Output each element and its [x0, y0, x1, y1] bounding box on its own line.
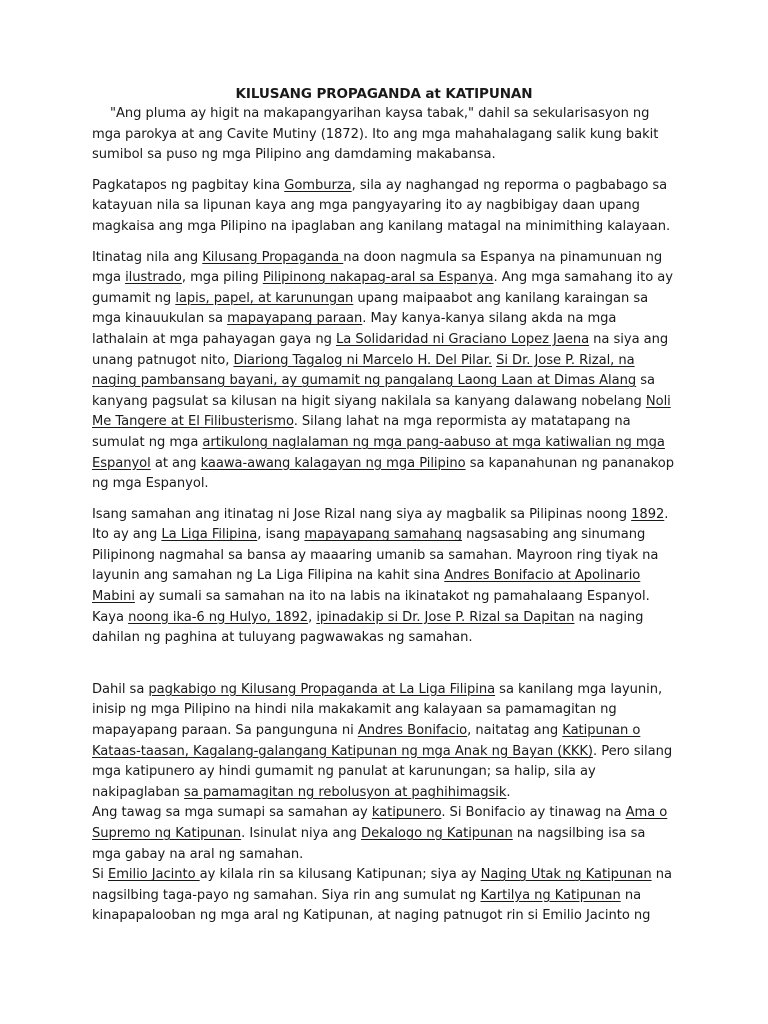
text-run: na siya ang unang patnugot nito,	[92, 331, 669, 368]
text-run: Pagkatapos ng pagbitay kina	[92, 177, 285, 193]
underlined-text: La Solidaridad ni Graciano Lopez Jaena	[335, 331, 590, 347]
text-run: ,	[308, 609, 317, 625]
paragraph	[92, 505, 676, 649]
underlined-text: sa pamamagitan ng rebolusyon at paghihimagsik	[184, 784, 507, 800]
text-run: nagsasabing ang sinumang Pilipinong nagmahal sa bansa ay maaaring umanib sa samahan. Mayroon ring tiyak na layunin ang samahan ng La Liga Filipina na kahit sina	[92, 527, 659, 584]
paragraph	[92, 176, 676, 238]
text-run: ay sumali sa samahan na ito na labis na ikinatakot ng pamahalaang Espanyol. Kaya	[92, 589, 650, 625]
underlined-text: mapayapang samahang	[304, 527, 463, 543]
underlined-text: Pilipinong nakapag-aral sa Espanya	[262, 270, 494, 286]
text-run: na doon nagmula sa Espanya na pinamunuan ng mga	[92, 249, 663, 286]
paragraph	[92, 104, 676, 166]
text-run: .	[506, 784, 511, 800]
text-run: na nagsilbing isa sa mga gabay na aral ng samahan.	[92, 826, 646, 862]
underlined-text: Ama o Supremo ng Katipunan	[92, 805, 668, 841]
text-run: . Silang lahat na mga repormista ay matatapang na sumulat ng mga	[92, 414, 631, 450]
underlined-text: Naging Utak ng Katipunan	[480, 867, 652, 883]
text-run: na kinapapalooban ng mga aral ng Katipunan, at naging patnugot rin si Emilio Jacinto ng	[92, 887, 651, 924]
underlined-text: 1892	[631, 506, 665, 522]
text-run: , mga piling	[181, 270, 263, 286]
text-run: . Si Bonifacio ay tinawag na	[441, 805, 626, 821]
underlined-text: pagkabigo ng Kilusang Propaganda at La Liga Filipina	[148, 681, 496, 697]
underlined-text: Andres Bonifacio	[357, 723, 468, 739]
paragraph	[92, 680, 676, 804]
underlined-text: Kartilya ng Katipunan	[480, 887, 621, 903]
paragraph	[92, 803, 676, 865]
underlined-text: lapis, papel, at karunungan	[175, 290, 354, 306]
text-run: sa kanilang mga layunin, inisip ng mga Pilipino na hindi nila makakamit ang kalayaan sa pamamagitan ng mapayapang paraan. Sa pangunguna ni	[92, 681, 663, 739]
text-run: "Ang pluma ay higit na makapangyarihan kaysa tabak," dahil sa sekularisasyon ng mga parokya at ang Cavite Mutiny (1872). Ito ang mga mahahalagang salik kung bakit sumibol sa puso ng mga Pilipino ang damdaming makabansa.	[92, 106, 659, 163]
text-run: na nagsilbing taga-payo ng samahan. Siya rin ang sumulat ng	[92, 867, 672, 903]
underlined-text: noong ika-6 ng Hulyo, 1892	[128, 609, 309, 625]
text-run: , naitatag ang	[467, 723, 563, 739]
underlined-text: Emilio Jacinto	[107, 867, 200, 883]
text-run: . Pero silang mga katipunero ay hindi gumamit ng panulat at karunungan; sa halip, sila ay nakipaglaban	[92, 743, 673, 800]
underlined-text: La Liga Filipina	[161, 527, 258, 543]
underlined-text: ipinadakip si Dr. Jose P. Rizal sa Dapitan	[316, 609, 575, 625]
underlined-text: mapayapang paraan	[227, 311, 363, 327]
text-run: na naging dahilan ng paghina at tuluyang pagwawakas ng samahan.	[92, 609, 644, 646]
underlined-text: Katipunan o Kataas-taasan, Kagalang-galangang Katipunan ng mga Anak ng Bayan (KKK)	[92, 723, 641, 759]
text-run: at ang	[150, 455, 201, 471]
text-run: Itinatag nila ang	[92, 249, 203, 265]
text-run: Dahil sa	[92, 681, 149, 697]
underlined-text: kaawa-awang kalagayan ng mga Pilipino	[200, 455, 466, 471]
text-run: ay kilala rin sa kilusang Katipunan; siya ay	[199, 867, 481, 883]
underlined-text: Kilusang Propaganda	[202, 249, 344, 265]
underlined-text: Dekalogo ng Katipunan	[361, 826, 513, 841]
document-title: KILUSANG PROPAGANDA at KATIPUNAN	[235, 86, 533, 102]
text-run: , sila ay naghangad ng reporma o pagbabago sa katayuan nila sa lipunan kaya ang mga pangyayaring ito ay nagbibigay daan upang magkaisa ang mga Pilipino na ipaglaban ang kanilang matagal na minimithing kalayaan.	[92, 177, 671, 234]
underlined-text: Andres Bonifacio at Apolinario Mabini	[92, 568, 641, 605]
text-run: sa kanyang pagsulat sa kilusan na higit siyang nakilala sa kanyang dalawang nobelang	[92, 373, 655, 409]
paragraph	[92, 865, 676, 927]
paragraph	[92, 248, 676, 495]
text-run: , isang	[257, 527, 305, 543]
underlined-text: artikulong naglalaman ng mga pang-aabuso at mga katiwalian ng mga Espanyol	[92, 434, 665, 471]
underlined-text: Gomburza	[284, 177, 352, 193]
text-run: . Ang mga samahang ito ay gumamit ng	[92, 270, 673, 306]
text-run: upang maipaabot ang kanilang karaingan sa mga kinauukulan sa	[92, 290, 649, 327]
text-run: Si	[92, 867, 108, 883]
underlined-text: Si Dr. Jose P. Rizal, na naging pambansang bayani, ay gumamit ng pangalang Laong Laan at Dimas Alang	[92, 352, 637, 389]
text-run: . Ito ay ang	[92, 506, 669, 543]
underlined-text: Diariong Tagalog ni Marcelo H. Del Pilar.	[233, 352, 492, 368]
document-body	[92, 104, 676, 927]
text-run: . Isinulat niya ang	[241, 826, 362, 841]
text-run: Isang samahan ang itinatag ni Jose Rizal nang siya ay magbalik sa Pilipinas noong	[92, 506, 632, 522]
text-run: . May kanya-kanya silang akda na mga lathalain at mga pahayagan gaya ng	[92, 311, 617, 347]
text-run: sa kapanahunan ng pananakop ng mga Espanyol.	[92, 455, 674, 492]
underlined-text: katipunero	[371, 805, 442, 821]
underlined-text: ilustrado	[125, 270, 182, 286]
underlined-text: Noli Me Tangere at El Filibusterismo	[92, 393, 671, 430]
text-run: Ang tawag sa mga sumapi sa samahan ay	[92, 805, 372, 821]
